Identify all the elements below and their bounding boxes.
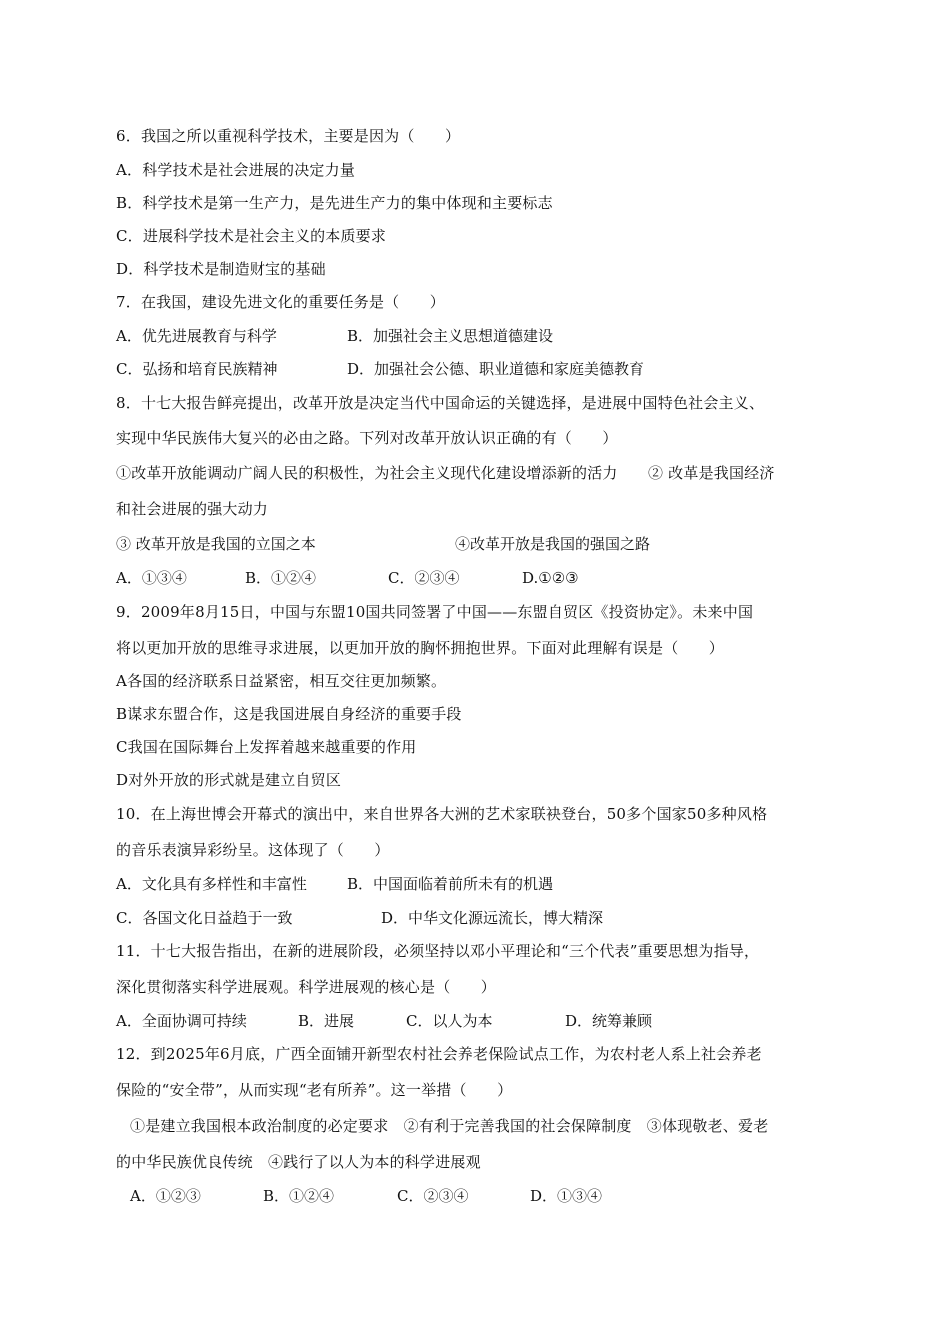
question-12-items-line-2: 的中华民族优良传统 ④践行了以人为本的科学进展观 <box>116 1153 481 1171</box>
question-10-option-d: D．中华文化源远流长，博大精深 <box>381 909 604 927</box>
question-12-option-c: C．②③④ <box>397 1187 469 1205</box>
question-11-option-d: D．统筹兼顾 <box>565 1012 653 1030</box>
question-10-option-a: A．文化具有多样性和丰富性 <box>116 875 307 893</box>
question-12-option-b: B．①②④ <box>263 1187 335 1205</box>
question-12-stem-line-1: 12．到2025年6月底，广西全面铺开新型农村社会养老保险试点工作，为农村老人系上社会养老 <box>116 1045 762 1063</box>
question-11-option-c: C．以人为本 <box>406 1012 493 1030</box>
question-6-option-c: C．进展科学技术是社会主义的本质要求 <box>116 227 387 245</box>
question-7-stem: 7．在我国，建设先进文化的重要任务是（ ） <box>116 293 445 311</box>
question-12-option-a: A．①②③ <box>130 1187 201 1205</box>
question-11-option-a: A．全面协调可持续 <box>116 1012 247 1030</box>
question-9-option-a: A各国的经济联系日益紧密，相互交往更加频繁。 <box>116 672 447 690</box>
question-11-stem-line-1: 11．十七大报告指出，在新的进展阶段，必须坚持以邓小平理论和“三个代表”重要思想为指导， <box>116 942 760 960</box>
question-7-option-d: D．加强社会公德、职业道德和家庭美德教育 <box>347 360 645 378</box>
question-8-item-1: ①改革开放能调动广阔人民的积极性，为社会主义现代化建设增添新的活力 ② 改革是我国经济 <box>116 464 775 482</box>
question-6-stem: 6．我国之所以重视科学技术，主要是因为（ ） <box>116 127 461 145</box>
question-10-stem-line-2: 的音乐表演异彩纷呈。这体现了（ ） <box>116 841 390 859</box>
question-8-stem-line-1: 8．十七大报告鲜亮提出，改革开放是决定当代中国命运的关键选择，是进展中国特色社会主义、 <box>116 394 765 412</box>
question-12-option-d: D．①③④ <box>530 1187 603 1205</box>
question-10-option-b: B．中国面临着前所未有的机遇 <box>347 875 554 893</box>
question-8-option-b: B．①②④ <box>245 569 317 587</box>
question-12-stem-line-2: 保险的“安全带”，从而实现“老有所养”。这一举措（ ） <box>116 1081 513 1099</box>
question-8-item-1-continued: 和社会进展的强大动力 <box>116 500 269 518</box>
question-9-option-d: D对外开放的形式就是建立自贸区 <box>116 771 342 789</box>
question-8-item-3: ③ 改革开放是我国的立国之本 <box>116 535 316 553</box>
question-10-stem-line-1: 10．在上海世博会开幕式的演出中，来自世界各大洲的艺术家联袂登台，50多个国家50多种风格 <box>116 805 768 823</box>
question-8-option-a: A．①③④ <box>116 569 187 587</box>
question-8-option-d: D.①②③ <box>522 569 579 587</box>
question-6-option-b: B．科学技术是第一生产力，是先进生产力的集中体现和主要标志 <box>116 194 553 212</box>
question-9-stem-line-2: 将以更加开放的思维寻求进展，以更加开放的胸怀拥抱世界。下面对此理解有误是（ ） <box>116 639 725 657</box>
question-8-option-c: C．②③④ <box>388 569 460 587</box>
question-10-option-c: C．各国文化日益趋于一致 <box>116 909 293 927</box>
question-7-option-a: A．优先进展教育与科学 <box>116 327 277 345</box>
question-9-option-b: B谋求东盟合作，这是我国进展自身经济的重要手段 <box>116 705 462 723</box>
question-11-option-b: B．进展 <box>298 1012 355 1030</box>
question-6-option-d: D．科学技术是制造财宝的基础 <box>116 260 326 278</box>
question-12-items-line-1: ①是建立我国根本政治制度的必定要求 ②有利于完善我国的社会保障制度 ③体现敬老、爱老 <box>130 1117 769 1135</box>
question-9-option-c: C我国在国际舞台上发挥着越来越重要的作用 <box>116 738 417 756</box>
question-7-option-c: C．弘扬和培育民族精神 <box>116 360 278 378</box>
question-11-stem-line-2: 深化贯彻落实科学进展观。科学进展观的核心是（ ） <box>116 978 497 996</box>
question-6-option-a: A．科学技术是社会进展的决定力量 <box>116 161 356 179</box>
question-9-stem-line-1: 9．2009年8月15日，中国与东盟10国共同签署了中国——东盟自贸区《投资协定》。未来中国 <box>116 603 754 621</box>
question-8-item-4: ④改革开放是我国的强国之路 <box>455 535 651 553</box>
question-7-option-b: B．加强社会主义思想道德建设 <box>347 327 554 345</box>
question-8-stem-line-2: 实现中华民族伟大复兴的必由之路。下列对改革开放认识正确的有（ ） <box>116 429 618 447</box>
